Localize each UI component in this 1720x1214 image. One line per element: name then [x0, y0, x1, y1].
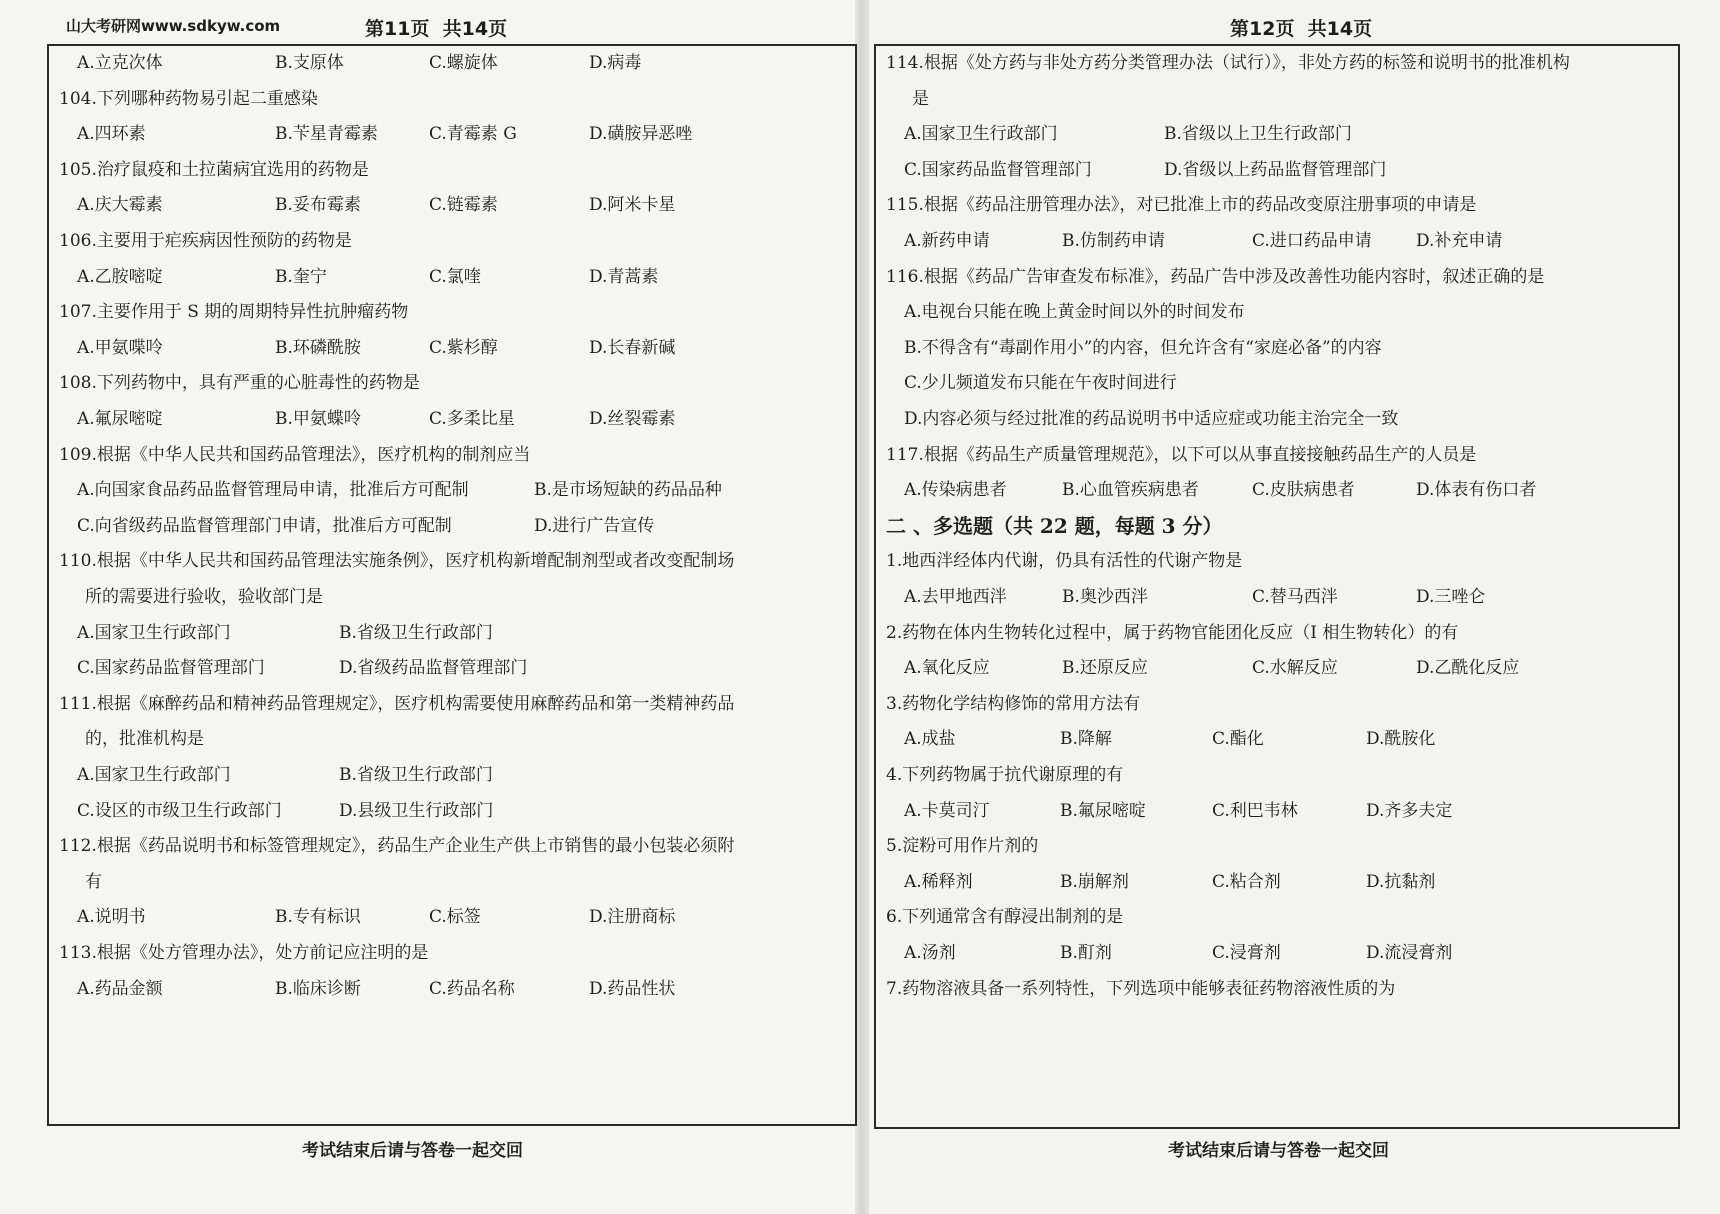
answer-options-row [876, 115, 1678, 154]
question-stem: 116.根据《药品广告审查发布标准》，药品广告中涉及改善性功能内容时，叙述正确的是 [886, 266, 1545, 287]
answer-option: D.乙酰化反应 [1416, 658, 1520, 679]
answer-option: D.齐多夫定 [1366, 800, 1453, 821]
question-stem: 6.下列通常含有醇浸出制剂的是 [886, 907, 1124, 928]
answer-options-row [49, 507, 855, 546]
answer-option: C.替马西泮 [1252, 587, 1338, 607]
question-stem: 5.淀粉可用作片剂的 [886, 836, 1039, 857]
right-question-frame [874, 44, 1680, 1129]
answer-option: A.汤剂 [904, 943, 956, 963]
section-title: 二 、多选题（共 22 题，每题 3 分） [886, 513, 1223, 538]
answer-option: A.氧化反应 [904, 658, 990, 679]
answer-option: B.省级卫生行政部门 [339, 765, 493, 785]
answer-option: C.国家药品监督管理部门 [77, 658, 265, 679]
answer-option: D.病毒 [589, 53, 642, 73]
answer-option: A.卡莫司汀 [904, 800, 990, 821]
answer-option: A.电视台只能在晚上黄金时间以外的时间发布 [904, 302, 1245, 323]
answer-options-row [876, 934, 1678, 973]
answer-option: B.奥沙西泮 [1062, 587, 1148, 607]
answer-option: B.心血管疾病患者 [1062, 480, 1199, 501]
answer-options-row [49, 792, 855, 831]
answer-options-row [876, 578, 1678, 617]
answer-options-row [49, 471, 855, 510]
answer-option: A.四环素 [77, 124, 146, 145]
answer-option: C.浸膏剂 [1212, 943, 1281, 963]
answer-option: D.体表有伤口者 [1416, 480, 1537, 501]
answer-option: B.还原反应 [1062, 658, 1148, 679]
answer-options-row [49, 329, 855, 368]
answer-option: D.青蒿素 [589, 266, 659, 287]
question-stem: 106.主要用于疟疾病因性预防的药物是 [59, 231, 352, 251]
answer-options-row [876, 329, 1678, 368]
answer-option: B.支原体 [275, 53, 344, 73]
question-stem: 105.治疗鼠疫和土拉菌病宜选用的药物是 [59, 159, 369, 180]
answer-option: D.药品性状 [589, 978, 676, 999]
answer-option: A.立克次体 [77, 53, 163, 73]
answer-options-row [49, 649, 855, 688]
answer-option: A.药品金额 [77, 978, 163, 999]
answer-option: C.紫杉醇 [429, 337, 498, 358]
answer-option: D.内容必须与经过批准的药品说明书中适应症或功能主治完全一致 [904, 409, 1399, 429]
answer-option: D.注册商标 [589, 907, 676, 928]
question-stem-continued: 有 [85, 871, 102, 892]
answer-options-row [49, 970, 855, 1009]
answer-option: A.氟尿嘧啶 [77, 409, 163, 429]
answer-option: D.省级药品监督管理部门 [339, 658, 528, 679]
answer-option: C.皮肤病患者 [1252, 480, 1355, 501]
answer-options-row [49, 400, 855, 439]
book-spine [855, 0, 869, 1214]
answer-option: B.仿制药申请 [1062, 231, 1165, 251]
answer-option: D.阿米卡星 [589, 195, 676, 216]
answer-option: B.崩解剂 [1060, 871, 1129, 892]
answer-option: D.三唑仑 [1416, 587, 1486, 607]
answer-option: C.链霉素 [429, 195, 498, 216]
right-footer-note: 考试结束后请与答卷一起交回 [1168, 1141, 1389, 1161]
answer-option: D.磺胺异恶唑 [589, 124, 693, 145]
answer-option: B.妥布霉素 [275, 195, 361, 216]
answer-option: A.稀释剂 [904, 871, 973, 892]
answer-options-row [876, 649, 1678, 688]
left-page-number: 第11页 共14页 [365, 18, 508, 40]
answer-option: C.利巴韦林 [1212, 800, 1298, 821]
question-stem: 113.根据《处方管理办法》，处方前记应注明的是 [59, 943, 429, 963]
answer-options-row [49, 258, 855, 297]
answer-option: A.庆大霉素 [77, 195, 163, 216]
site-watermark: 山大考研网www.sdkyw.com [66, 17, 281, 35]
answer-option: B.省级卫生行政部门 [339, 622, 493, 643]
question-stem: 1.地西泮经体内代谢，仍具有活性的代谢产物是 [886, 551, 1243, 572]
answer-option: A.新药申请 [904, 231, 990, 251]
question-stem: 110.根据《中华人民共和国药品管理法实施条例》，医疗机构新增配制剂型或者改变配制场 [59, 551, 735, 572]
answer-option: C.水解反应 [1252, 658, 1338, 679]
question-stem: 114.根据《处方药与非处方药分类管理办法（试行）》，非处方药的标签和说明书的批准机构 [886, 53, 1570, 73]
answer-options-row [876, 364, 1678, 403]
question-stem: 111.根据《麻醉药品和精神药品管理规定》，医疗机构需要使用麻醉药品和第一类精神药品 [59, 693, 735, 714]
answer-option: C.标签 [429, 907, 481, 928]
answer-option: C.粘合剂 [1212, 871, 1281, 892]
answer-option: B.不得含有“毒副作用小”的内容，但允许含有“家庭必备”的内容 [904, 337, 1382, 358]
answer-option: B.氟尿嘧啶 [1060, 800, 1146, 821]
answer-options-row [876, 293, 1678, 332]
answer-option: D.补充申请 [1416, 231, 1503, 251]
question-stem: 117.根据《药品生产质量管理规范》，以下可以从事直接接触药品生产的人员是 [886, 444, 1477, 465]
answer-option: A.国家卫生行政部门 [904, 124, 1058, 145]
answer-option: D.进行广告宣传 [534, 515, 655, 536]
answer-options-row [876, 863, 1678, 902]
answer-options-row [49, 756, 855, 795]
section-heading [886, 507, 1223, 546]
answer-option: D.酰胺化 [1366, 729, 1436, 750]
answer-option: B.甲氨蝶呤 [275, 409, 361, 429]
answer-option: A.传染病患者 [904, 480, 1007, 501]
answer-option: B.是市场短缺的药品品种 [534, 480, 722, 501]
question-stem: 7.药物溶液具备一系列特性，下列选项中能够表征药物溶液性质的为 [886, 978, 1396, 999]
answer-option: B.省级以上卫生行政部门 [1164, 124, 1352, 145]
left-question-frame [47, 44, 857, 1126]
answer-option: D.抗黏剂 [1366, 871, 1436, 892]
answer-option: C.设区的市级卫生行政部门 [77, 800, 282, 821]
answer-option: A.甲氨喋呤 [77, 337, 163, 358]
answer-option: B.酊剂 [1060, 943, 1112, 963]
answer-option: B.环磷酰胺 [275, 337, 361, 358]
answer-options-row [49, 186, 855, 225]
left-footer-note: 考试结束后请与答卷一起交回 [302, 1141, 523, 1161]
answer-options-row [876, 151, 1678, 190]
answer-option: A.国家卫生行政部门 [77, 765, 231, 785]
answer-options-row [876, 400, 1678, 439]
answer-options-row [876, 471, 1678, 510]
answer-options-row [876, 720, 1678, 759]
question-stem-continued: 是 [912, 88, 929, 109]
answer-option: C.药品名称 [429, 978, 515, 999]
question-stem-continued: 所的需要进行验收，验收部门是 [85, 587, 323, 607]
answer-option: C.氯喹 [429, 266, 481, 287]
answer-option: A.向国家食品药品监督管理局申请，批准后方可配制 [77, 480, 469, 501]
question-stem: 104.下列哪种药物易引起二重感染 [59, 88, 318, 109]
answer-option: B.临床诊断 [275, 978, 361, 999]
question-stem: 107.主要作用于 S 期的周期特异性抗肿瘤药物 [59, 302, 409, 323]
answer-option: B.降解 [1060, 729, 1112, 750]
answer-option: C.少儿频道发布只能在午夜时间进行 [904, 373, 1177, 394]
answer-options-row [876, 792, 1678, 831]
answer-option: C.国家药品监督管理部门 [904, 159, 1092, 180]
question-stem: 108.下列药物中，具有严重的心脏毒性的药物是 [59, 373, 420, 394]
answer-option: D.丝裂霉素 [589, 409, 676, 429]
answer-option: A.成盐 [904, 729, 956, 750]
question-stem: 112.根据《药品说明书和标签管理规定》，药品生产企业生产供上市销售的最小包装必须附 [59, 836, 735, 857]
answer-option: A.去甲地西泮 [904, 587, 1007, 607]
answer-options-row [49, 115, 855, 154]
answer-option: D.省级以上药品监督管理部门 [1164, 159, 1387, 180]
answer-option: C.向省级药品监督管理部门申请，批准后方可配制 [77, 515, 452, 536]
answer-option: C.进口药品申请 [1252, 231, 1372, 251]
answer-options-row [49, 44, 855, 83]
question-stem: 115.根据《药品注册管理办法》，对已批准上市的药品改变原注册事项的申请是 [886, 195, 1477, 216]
answer-options-row [49, 614, 855, 653]
question-stem-continued: 的，批准机构是 [85, 729, 204, 750]
answer-option: C.青霉素 G [429, 124, 517, 145]
answer-option: B.苄星青霉素 [275, 124, 378, 145]
answer-options-row [876, 222, 1678, 261]
right-page-number: 第12页 共14页 [1230, 18, 1373, 40]
answer-option: B.奎宁 [275, 266, 327, 287]
answer-option: A.国家卫生行政部门 [77, 622, 231, 643]
answer-option: C.多柔比星 [429, 409, 515, 429]
answer-option: B.专有标识 [275, 907, 361, 928]
answer-option: D.流浸膏剂 [1366, 943, 1453, 963]
answer-option: D.长春新碱 [589, 337, 676, 358]
question-stem: 109.根据《中华人民共和国药品管理法》，医疗机构的制剂应当 [59, 444, 531, 465]
answer-option: A.乙胺嘧啶 [77, 266, 163, 287]
answer-option: D.县级卫生行政部门 [339, 800, 494, 821]
answer-options-row [49, 898, 855, 937]
question-stem: 4.下列药物属于抗代谢原理的有 [886, 765, 1124, 785]
answer-option: C.酯化 [1212, 729, 1264, 750]
question-stem: 3.药物化学结构修饰的常用方法有 [886, 693, 1141, 714]
answer-option: A.说明书 [77, 907, 146, 928]
answer-option: C.螺旋体 [429, 53, 498, 73]
question-stem: 2.药物在体内生物转化过程中，属于药物官能团化反应（I 相生物转化）的有 [886, 622, 1459, 643]
